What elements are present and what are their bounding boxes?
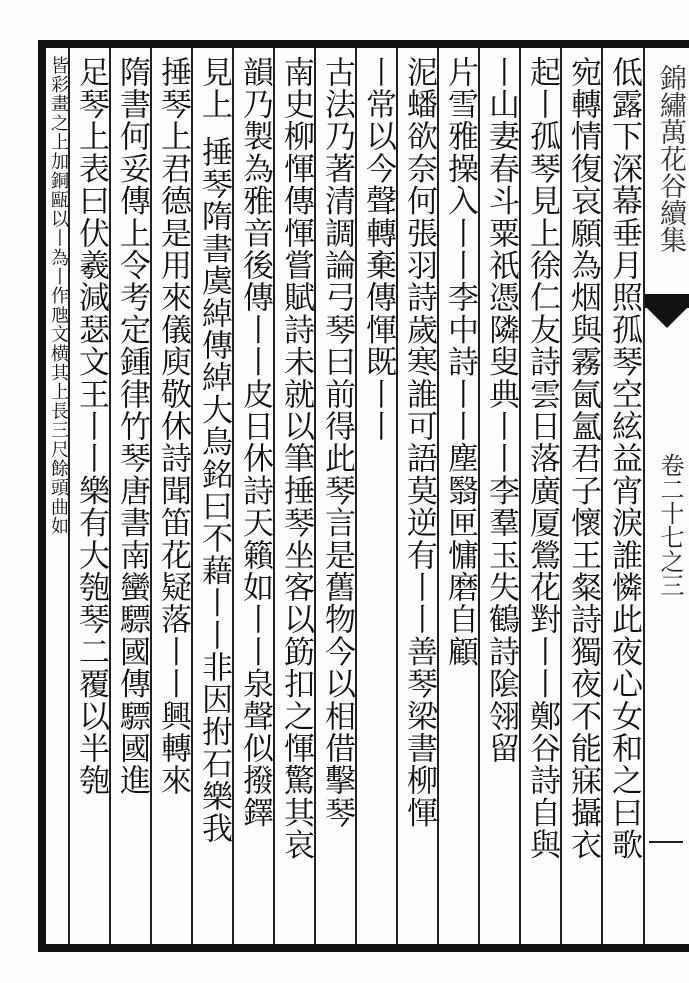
text-column: 皆彩畫之上加銅甌以丨為丨作虺文横其上長三尺餘頭曲如 [48,56,69,536]
text-column: 隋書何妥傳上令考定鍾律竹琴唐書南蠻驃國傳驃國進 [114,56,150,797]
text-column: 南史柳惲傳惲嘗賦詩未就以筆捶琴坐客以筯扣之惲驚其哀 [278,56,314,861]
text-column: 捶琴上君德是用來儀庾敬休詩聞笛花疑落丨丨興轉來 [155,56,191,797]
text-column: 見上 [196,56,232,121]
text-column: 丨常以今聲轉棄傳惲既丨丨 [360,56,396,443]
text-column: 低露下深幕垂月照孤琴空絃益宵淚誰憐此夜心女和之曰歌 [606,56,642,861]
text-column: 片雪雅操入丨丨李中詩丨丨塵翳匣慵磨自顧 [442,56,478,668]
text-column: 古法乃著清調論弓琴曰前得此琴言是舊物今以相借擊琴 [319,56,355,829]
text-column: 宛轉情復哀願為烟與霧氤氳君子懷王粲詩獨夜不能寐攝衣 [565,56,601,861]
frame-bottom-border [38,944,689,952]
chapter-label: 卷二十七之三 [656,453,684,597]
fishtail-ornament-point [645,306,689,328]
frame-left-border [38,40,46,952]
heading-divider [649,841,683,843]
text-column: 起丨孤琴見上徐仁友詩雲日落廣厦鶯花對丨丨鄭谷詩自與 [524,56,560,861]
text-column [47,56,69,936]
text-column: 丨山妻春斗粟祇憑隣叟典丨丨李羣玉失鶴詩隂翎留 [483,56,519,765]
text-column: 足琴上表曰伏羲減瑟文王丨丨樂有大匏琴二覆以半匏 [73,56,109,797]
text-column: 捶琴隋書虞綽傳綽大鳥銘曰不藉丨丨非因拊石樂我 [196,136,232,845]
frame-top-border [38,40,689,48]
page-heading-strip [643,48,689,944]
text-column: 韻乃製為雅音後傳丨丨皮日休詩天籟如丨丨泉聲似撥鐸 [237,56,273,829]
book-title: 錦繡萬花谷續集 [655,64,686,253]
text-column: 泥蟠欲奈何張羽詩歲寒誰可語莫逆有丨丨善琴梁書柳惲 [401,56,437,829]
